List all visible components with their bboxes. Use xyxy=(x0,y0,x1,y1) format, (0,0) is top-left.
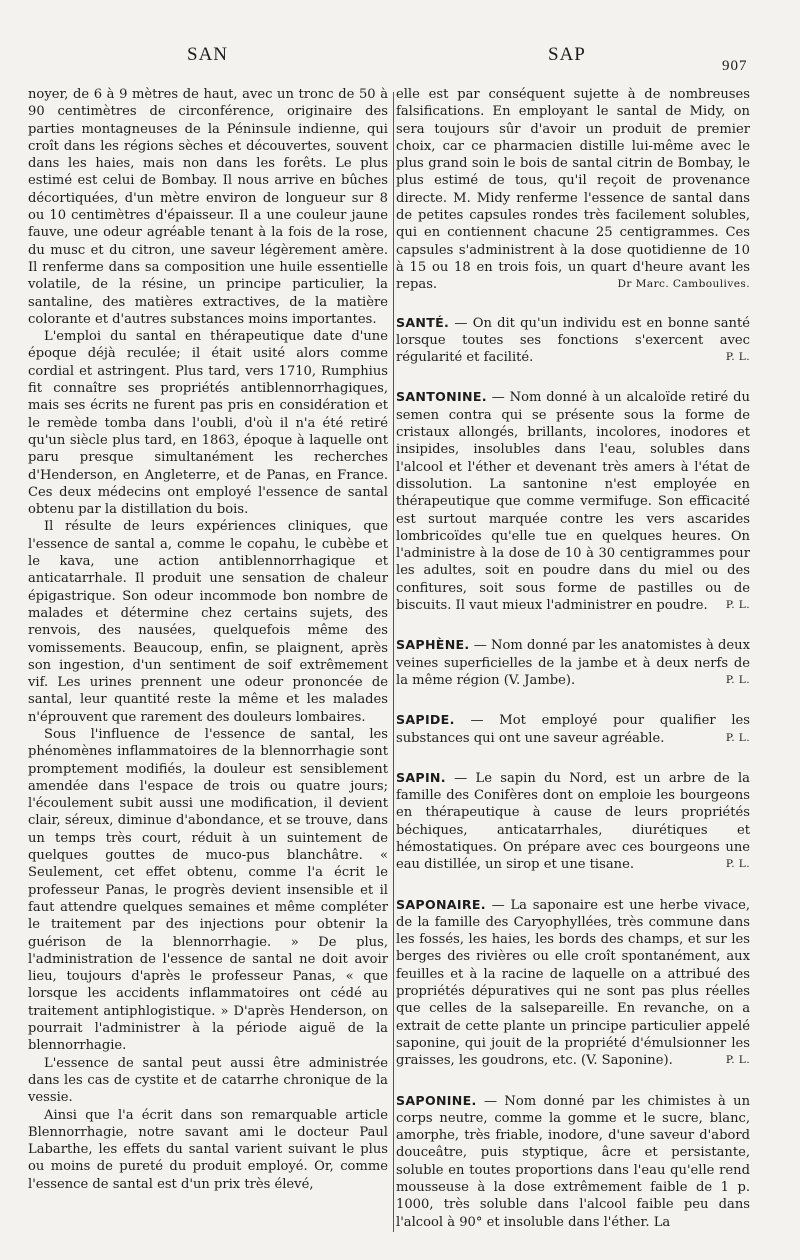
dictionary-entry xyxy=(396,1092,750,1231)
entry-headword: SAPIDE. xyxy=(396,712,455,728)
entry-text: — Le sapin du Nord, est un arbre de la famille des Conifères dont on emploie les bourgeons en thérapeutique à cause de leurs propriétés béchiques, anticatarrhales, diurétiques et hémostatiques. On prépare avec ces bourgeons une eau distillée, un sirop et une tisane. xyxy=(396,770,750,873)
paragraph: Ainsi que l'a écrit dans son remarquable article Blennorrhagie, notre savant ami le docteur Paul Labarthe, les effets du santal varient suivant le plus ou moins de pureté du produit employé. Or, comme l'essence de santal est d'un prix très élevé, xyxy=(28,1107,388,1192)
dictionary-entry xyxy=(396,896,750,1070)
running-head-right: SAP xyxy=(548,44,586,65)
dictionary-entry xyxy=(396,314,750,367)
entry-text: — Nom donné à un alcaloïde retiré du semen contra qui se présente sous la forme de cristaux allongés, brillants, incolores, inodores et insipides, insolubles dans l'eau, solubles dans l'alcool et l'éther et devenant très amers à l'état de dissolution. La santonine n'est employée en thérapeutique que comme vermifuge. Son efficacité est surtout marquée contre les vers ascarides lombricoïdes qu'elle tue en quelques heures. On l'administre à la dose de 10 à 30 centigrammes pour les adultes, soit en poudre dans du miel ou des confitures, soit sous forme de pastilles ou de biscuits. Il vaut mieux l'administrer en poudre. xyxy=(396,390,750,614)
dictionary-entries xyxy=(396,314,750,1231)
entry-signature: P. L. xyxy=(725,731,750,744)
running-head-left: SAN xyxy=(187,44,229,65)
paragraph: L'emploi du santal en thérapeutique date d'une époque déjà reculée; il était usité alors comme cordial et astringent. Plus tard, vers 1710, Rumphius fit connaître ses propriétés antiblennorrhagiques, mais ses écrits ne furent pas pris en considération et le remède tomba dans l'oubli, d'où il n'a été retiré qu'un siècle plus tard, en 1863, époque à laquelle ont paru presque simultanément les recherches d'Henderson, en Angleterre, et de Panas, en France. Ces deux médecins ont employé l'essence de santal obtenu par la distillation du bois. xyxy=(28,329,388,518)
right-column xyxy=(396,86,750,1231)
entry-signature: P. L. xyxy=(725,1054,750,1067)
entry-headword: SANTÉ. xyxy=(396,314,450,330)
paragraph: L'essence de santal peut aussi être administrée dans les cas de cystite et de catarrhe chronique de la vessie. xyxy=(28,1055,388,1106)
entry-text: — Nom donné par les anatomistes à deux veines superficielles de la jambe et à deux nerfs de la même région (V. Jambe). xyxy=(396,638,750,688)
entry-text: — Nom donné par les chimistes à un corps neutre, comme la gomme et le sucre, blanc, amorphe, très friable, inodore, d'une saveur d'abord douceâtre, puis styptique, âcre et persistante, soluble en toutes proportions dans l'eau qu'elle rend mousseuse à la dose extrêmement faible de 1 p. 1000, très soluble dans l'alcool faible peu dans l'alcool à 90° et insoluble dans l'éther. La xyxy=(396,1093,750,1230)
column-divider xyxy=(393,92,394,1232)
paragraph: noyer, de 6 à 9 mètres de haut, avec un tronc de 50 à 90 centimètres de circonférence, originaire des parties montagneuses de la Péninsule indienne, qui croît dans les régions sèches et découvertes, souvent dans les haies, mais non dans les forêts. Le plus estimé est celui de Bombay. Il nous arrive en bûches décortiquées, d'un mètre environ de longueur sur 8 ou 10 centimètres d'épaisseur. Il a une couleur jaune fauve, une odeur agréable tenant à la fois de la rose, du musc et du citron, une saveur légèrement amère. Il renferme dans sa composition une huile essentielle volatile, de la résine, un principe particulier, la santaline, des matières extractives, de la matière colorante et d'autres substances moins importantes. xyxy=(28,87,388,327)
page-number: 907 xyxy=(722,58,748,74)
entry-signature: P. L. xyxy=(725,673,750,686)
entry-text: — Mot employé pour qualifier les substances qui ont une saveur agréable. xyxy=(396,713,750,746)
entry-text: — La saponaire est une herbe vivace, de la famille des Caryophyllées, très commune dans les fossés, les haies, les bords des champs, et sur les berges des rivières ou elle croît spontanément, aux feuilles et à la racine de laquelle on a attribué des propriétés dépuratives qui ne sont pas plus réelles que celles de la salsepareille. En revanche, on a extrait de cette plante un principe particulier appelé saponine, qui jouit de la propriété d'émulsionner les graisses, les goudrons, etc. (V. Saponine). xyxy=(396,897,750,1069)
entry-text: — On dit qu'un individu est en bonne santé lorsque toutes ses fonctions s'exercent avec régularité et facilité. xyxy=(396,315,750,366)
entry-signature: P. L. xyxy=(725,351,750,364)
paragraph-text: elle est par conséquent sujette à de nombreuses falsifications. En employant le santal de Midy, on sera toujours sûr d'avoir un produit de premier choix, car ce pharmacien distille lui-même avec le plus grand soin le bois de santal citrin de Bombay, le plus estimé de tous, qu'il reçoit de provenance directe. M. Midy renferme l'essence de santal dans de petites capsules rondes très facilement solubles, qui en contiennent chacune 25 centigrammes. Ces capsules s'administrent à la dose quotidienne de 10 à 15 ou 18 en trois fois, un quart d'heure avant les repas. xyxy=(396,87,750,293)
entry-signature: P. L. xyxy=(725,599,750,612)
entry-headword: SAPONINE. xyxy=(396,1092,477,1108)
author-signature: Dr Marc. Camboulives. xyxy=(617,278,750,291)
entry-headword: SAPONAIRE. xyxy=(396,896,486,912)
paragraph: Il résulte de leurs expériences cliniques, que l'essence de santal a, comme le copahu, le cubèbe et le kava, une action antiblennorrhagique et anticatarrhale. Il produit une sensation de chaleur épigastrique. Son odeur incommode bon nombre de malades et détermine chez certains sujets, des renvois, des nausées, quelquefois même des vomissements. Beaucoup, enfin, se plaignent, après son ingestion, d'un sentiment de soif extrêmement vif. Les urines prennent une odeur prononcée de santal, leur quantité reste la même et les malades n'éprouvent que rarement des douleurs lombaires. xyxy=(28,519,388,725)
entry-headword: SAPIN. xyxy=(396,769,446,785)
entry-headword: SAPHÈNE. xyxy=(396,637,470,653)
paragraph xyxy=(396,86,750,294)
entry-signature: P. L. xyxy=(725,858,750,871)
entry-headword: SANTONINE. xyxy=(396,389,487,405)
dictionary-entry xyxy=(396,711,750,747)
dictionary-entry xyxy=(396,769,750,874)
dictionary-entry xyxy=(396,388,750,614)
dictionary-entry xyxy=(396,636,750,689)
paragraph: Sous l'influence de l'essence de santal, les phénomènes inflammatoires de la blennorrhagie sont promptement modifiés, la douleur est sensiblement amendée dans l'espace de trois ou quatre jours; l'écoulement subit aussi une modification, il devient clair, séreux, diminue d'abondance, et se trouve, dans un temps très court, réduit à un suintement de quelques gouttes de muco-pus blanchâtre. « Seulement, cet effet obtenu, comme l'a écrit le professeur Panas, le progrès devient insensible et il faut attendre quelques semaines et même compléter le traitement par des injections pour obtenir la guérison de la blennorrhagie. » De plus, l'administration de l'essence de santal ne doit avoir lieu, toujours d'après le professeur Panas, « que lorsque les accidents inflammatoires ont cédé au traitement antiphlogistique. » D'après Henderson, on pourrait l'administrer à la période aiguë de la blennorrhagie. xyxy=(28,726,388,1054)
left-column xyxy=(28,86,388,1193)
